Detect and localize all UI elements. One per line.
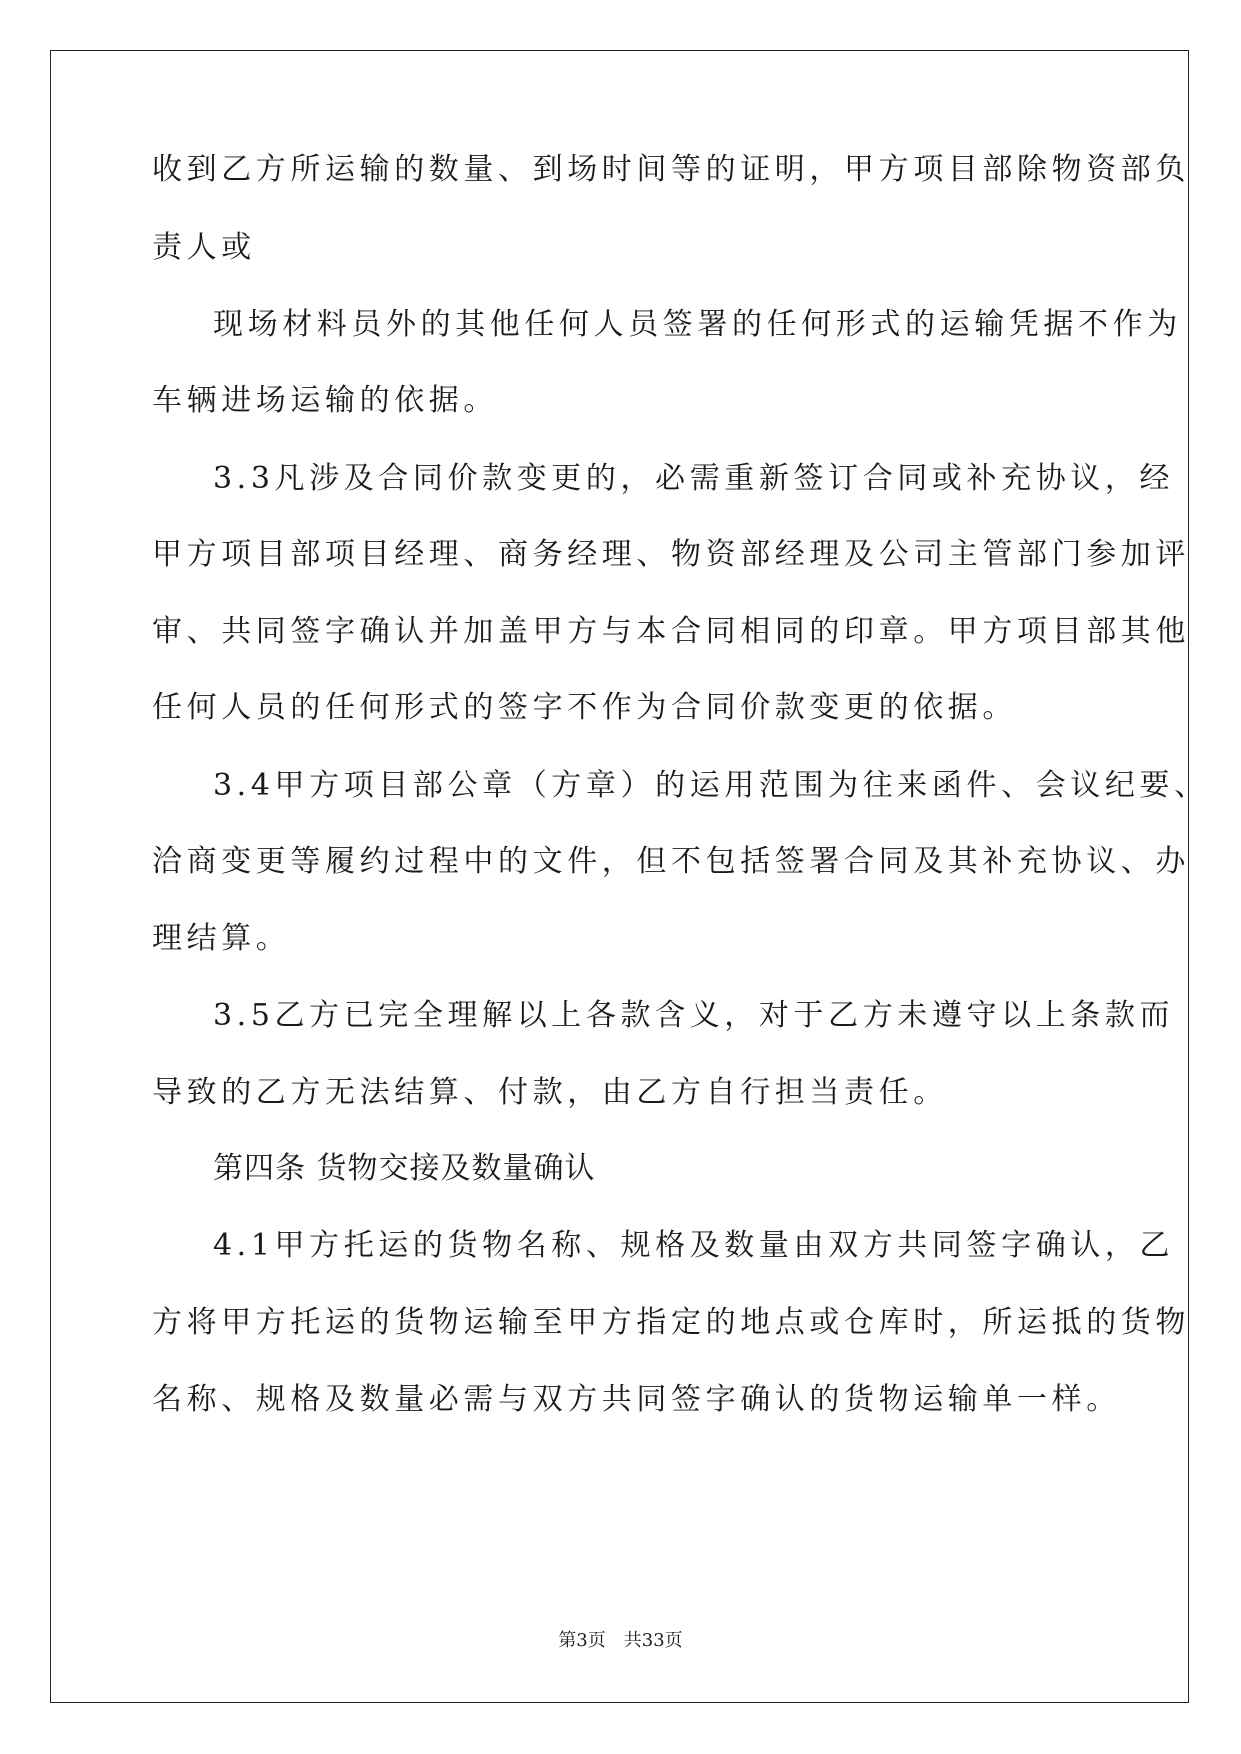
text-line-16: 方将甲方托运的货物运输至甲方指定的地点或仓库时，所运抵的货物: [152, 1305, 1190, 1340]
text-line-2: 责人或: [152, 230, 256, 265]
text-line-17: 名称、规格及数量必需与双方共同签字确认的货物运输单一样。: [152, 1382, 1121, 1417]
text-line-15: 4.1甲方托运的货物名称、规格及数量由双方共同签字确认，乙: [213, 1228, 1175, 1263]
text-line-7: 审、共同签字确认并加盖甲方与本合同相同的印章。甲方项目部其他: [152, 614, 1190, 649]
text-line-8: 任何人员的任何形式的签字不作为合同价款变更的依据。: [152, 690, 1017, 725]
page-number-footer: 第3页 共33页: [558, 1630, 683, 1651]
text-line-5: 3.3凡涉及合同价款变更的，必需重新签订合同或补充协议，经: [213, 461, 1175, 496]
text-line-6: 甲方项目部项目经理、商务经理、物资部经理及公司主管部门参加评: [152, 537, 1190, 572]
text-line-1: 收到乙方所运输的数量、到场时间等的证明，甲方项目部除物资部负: [152, 152, 1190, 187]
text-line-13: 导致的乙方无法结算、付款，由乙方自行担当责任。: [152, 1075, 948, 1110]
text-line-9: 3.4甲方项目部公章（方章）的运用范围为往来函件、会议纪要、: [213, 768, 1209, 803]
text-line-3: 现场材料员外的其他任何人员签署的任何形式的运输凭据不作为: [213, 307, 1182, 342]
text-line-11: 理结算。: [152, 921, 291, 956]
text-line-10: 洽商变更等履约过程中的文件，但不包括签署合同及其补充协议、办: [152, 844, 1190, 879]
text-line-12: 3.5乙方已完全理解以上各款含义，对于乙方未遵守以上条款而: [213, 998, 1175, 1033]
section-heading: 第四条 货物交接及数量确认: [213, 1151, 596, 1186]
text-line-4: 车辆进场运输的依据。: [152, 383, 498, 418]
